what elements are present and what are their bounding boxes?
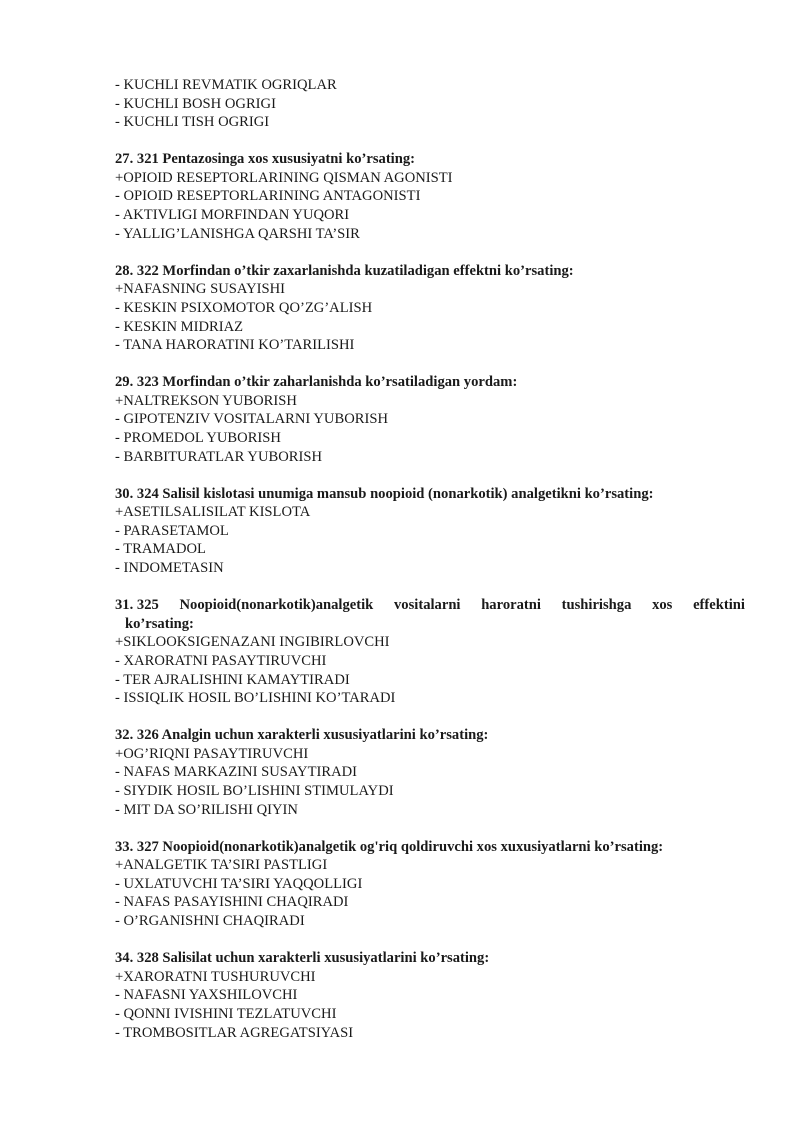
answer-option: - QONNI IVISHINI TEZLATUVCHI [115, 1005, 337, 1022]
correct-answer-option: +SIKLOOKSIGENAZANI INGIBIRLOVCHI [115, 634, 390, 651]
answer-option: - KESKIN PSIXOMOTOR QO’ZG’ALISH [115, 299, 373, 316]
question-block [115, 596, 745, 708]
intro-options [115, 76, 745, 132]
answer-option: - TROMBOSITLAR AGREGATSIYASI [115, 1024, 354, 1041]
answer-option: - TRAMADOL [115, 541, 206, 558]
answer-option: - O’RGANISHNI CHAQIRADI [115, 913, 305, 930]
question-block [115, 262, 745, 355]
answer-option: - PROMEDOL YUBORISH [115, 430, 281, 446]
question-title: 27. 321 Pentazosinga xos xususiyatni ko’rsating: [115, 151, 416, 168]
correct-answer-option: +ASETILSALISILAT KISLOTA [115, 504, 311, 521]
answer-option: - ISSIQLIK HOSIL BO’LISHINI KO’TARADI [115, 690, 396, 707]
correct-answer-option: +NAFASNING SUSAYISHI [115, 281, 286, 298]
question-block [115, 373, 745, 466]
question-title: 29. 323 Morfindan o’tkir zaharlanishda ko’rsatiladigan yordam: [115, 374, 518, 391]
document-page [115, 76, 745, 1042]
answer-option: - PARASETAMOL [115, 522, 229, 539]
question-title: 34. 328 Salisilat uchun xarakterli xususiyatlarini ko’rsating: [115, 950, 490, 967]
question-title: 30. 324 Salisil kislotasi unumiga mansub noopioid (nonarkotik) analgetikni ko’rsating: [115, 485, 654, 502]
question-title: 33. 327 Noopioid(nonarkotik)analgetik og'riq qoldiruvchi xos xuxusiyatlarni ko’rsating: [115, 838, 664, 855]
answer-option: - AKTIVLIGI MORFINDAN YUQORI [115, 207, 350, 224]
question-block [115, 150, 745, 243]
answer-option: - NAFASNI YAXSHILOVCHI [115, 987, 298, 1004]
answer-option: - UXLATUVCHI TA’SIRI YAQQOLLIGI [115, 875, 363, 892]
correct-answer-option: +XARORATNI TUSHURUVCHI [115, 968, 316, 985]
correct-answer-option: +ANALGETIK TA’SIRI PASTLIGI [115, 857, 328, 874]
question-title: 28. 322 Morfindan o’tkir zaxarlanishda kuzatiladigan effektni ko’rsating: [115, 262, 574, 279]
question-title [115, 596, 745, 633]
title-word: vositalarni [394, 597, 461, 614]
question-title-line [115, 596, 745, 615]
question-block [115, 485, 745, 578]
answer-option: - KUCHLI BOSH OGRIGI [115, 95, 276, 112]
correct-answer-option: +OPIOID RESEPTORLARINING QISMAN AGONISTI [115, 169, 453, 186]
question-block [115, 726, 745, 819]
answer-option: - GIPOTENZIV VOSITALARNI YUBORISH [115, 411, 388, 428]
answer-option: - OPIOID RESEPTORLARINING ANTAGONISTI [115, 188, 421, 205]
answer-option: - NAFAS PASAYISHINI CHAQIRADI [115, 894, 349, 911]
title-word: haroratni [481, 597, 541, 614]
title-word: effektini [693, 597, 745, 614]
title-word: 31. 325 [115, 597, 159, 614]
answer-option: - YALLIG’LANISHGA QARSHI TA’SIR [115, 225, 360, 242]
answer-option: - KUCHLI TISH OGRIGI [115, 114, 270, 131]
answer-option: - TER AJRALISHINI KAMAYTIRADI [115, 671, 350, 688]
answer-option: - KUCHLI REVMATIK OGRIQLAR [115, 77, 337, 93]
question-block [115, 949, 745, 1042]
correct-answer-option: +OG’RIQNI PASAYTIRUVCHI [115, 745, 309, 762]
answer-option: - MIT DA SO’RILISHI QIYIN [115, 801, 298, 818]
answer-option: - TANA HARORATINI KO’TARILISHI [115, 337, 355, 354]
correct-answer-option: +NALTREKSON YUBORISH [115, 392, 297, 409]
title-word: tushirishga [561, 597, 632, 614]
question-title: 32. 326 Analgin uchun xarakterli xususiyatlarini ko’rsating: [115, 727, 489, 744]
title-word: xos [652, 597, 673, 614]
question-block [115, 838, 745, 931]
answer-option: - KESKIN MIDRIAZ [115, 318, 244, 335]
answer-option: - NAFAS MARKAZINI SUSAYTIRADI [115, 764, 358, 781]
answer-option: - BARBITURATLAR YUBORISH [115, 448, 323, 465]
answer-option: - INDOMETASIN [115, 560, 224, 577]
answer-option: - XARORATNI PASAYTIRUVCHI [115, 652, 327, 669]
title-word: Noopioid(nonarkotik)analgetik [179, 597, 374, 614]
answer-option: - SIYDIK HOSIL BO’LISHINI STIMULAYDI [115, 783, 394, 799]
question-title-continuation: ko’rsating: [125, 615, 194, 632]
